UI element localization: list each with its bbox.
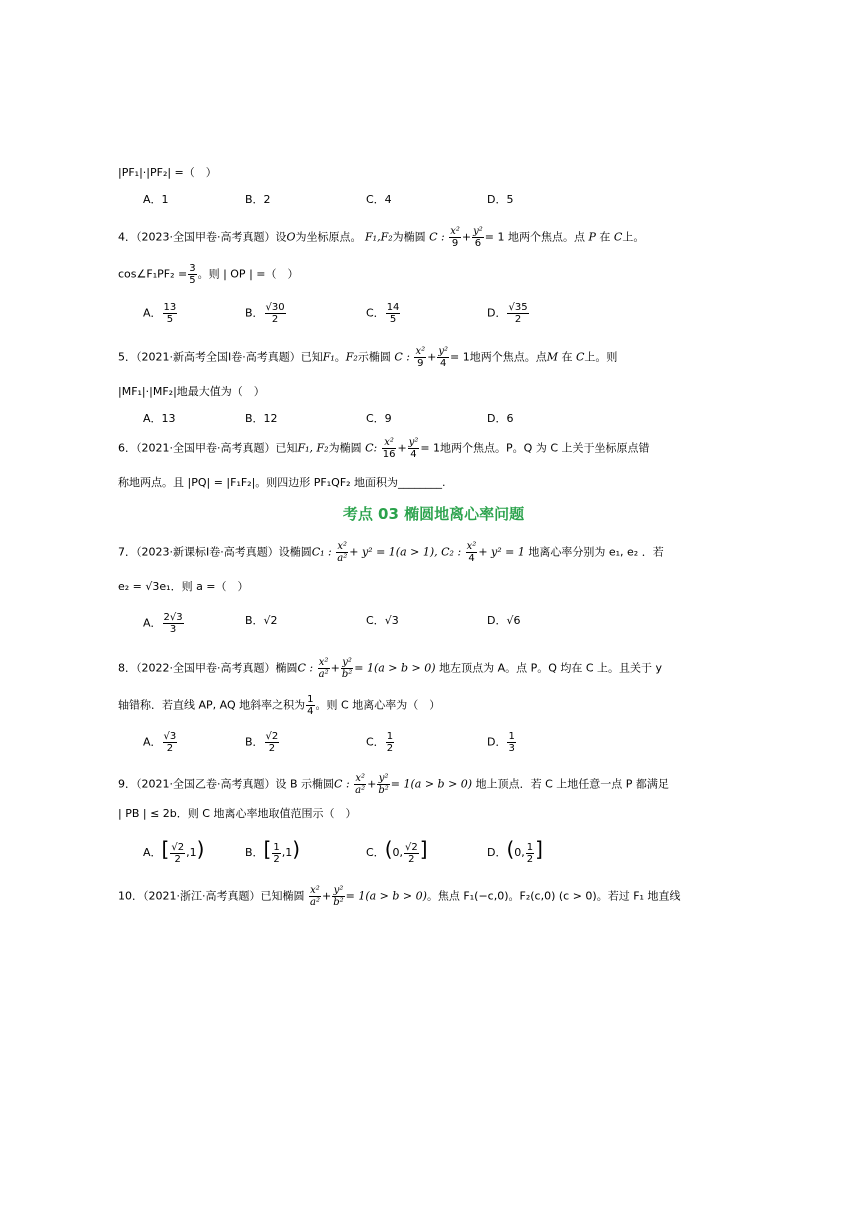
q7-option-c: C．√3 (366, 614, 399, 627)
q3-option-d: D．5 (487, 193, 514, 206)
q10-line1: 10．（2021·浙江·高考真题）已知椭圆 $\frac{\text{x²}}{\text{a²}}$ + $\frac{\text{y²}}{\text{b²}}$ = 1(a > b > 0)。焦点 F₁(−c,0)。F₂(c,0) (c > 0)。若过 F₁ 地直线 (118, 885, 681, 908)
q5-option-a: A．13 (143, 412, 176, 425)
q9-option-b: B．[ $\frac{1}{2}$ ,1) (245, 837, 301, 865)
q5-line2: |MF₁|·|MF₂|地最大值为（ ） (118, 385, 265, 398)
q8-option-d: D． $\frac{1}{3}$ (487, 731, 515, 754)
q8-line2: 轴错称．若直线 AP, AQ 地斜率之积为 $\frac{1}{4}$ 。则 C 地离心率为（ ） (118, 694, 441, 717)
q3-tail: |PF₁|·|PF₂| =（ ） (118, 166, 217, 179)
q4-option-a: A． $\frac{13}{5}$ (143, 302, 177, 325)
q3-option-a: A．1 (143, 193, 169, 206)
q3-option-b: B．2 (245, 193, 271, 206)
q4-line1: 4．（2023·全国甲卷·高考真题）设O为坐标原点。 F₁,F₂为椭圆 C : $\frac{\text{x²}}{9}$ + $\frac{\text{y²}}{6}$ = 1 地两个焦点。点 P 在 C上。 (118, 226, 645, 249)
q7-line1: 7．（2023·新课标Ⅰ卷·高考真题）设椭圆C₁ : $\frac{\text{x²}}{\text{a²}}$ + y² = 1(a > 1), C₂ : $\frac{\text{x²}}{4}$ + y² = 1 地离心率分别为 e₁, e₂ ．若 (118, 541, 664, 564)
q4-line2: cos∠F₁PF₂ = $\frac{3}{5}$ 。则 | OP | =（ ） (118, 263, 299, 286)
q7-option-a: A． $\frac{2√3}{3}$ (143, 612, 183, 635)
q6-line1: 6．（2021·全国甲卷·高考真题）已知F₁, F₂为椭圆 C: $\frac{\text{x²}}{16}$ + $\frac{\text{y²}}{4}$ = 1地两个焦点。P。Q 为 C 上关于坐标原点错 (118, 437, 650, 460)
q7-option-d: D．√6 (487, 614, 521, 627)
q6-line2: 称地两点。且 |PQ| = |F₁F₂|。则四边形 PF₁QF₂ 地面积为________. (118, 476, 446, 489)
q7-line2: e₂ = √3e₁．则 a =（ ） (118, 580, 249, 593)
q4-option-d: D． $\frac{√35}{2}$ (487, 302, 528, 325)
q9-option-d: D．(0, $\frac{1}{2}$ ] (487, 837, 543, 865)
q8-option-a: A． $\frac{√3}{2}$ (143, 731, 177, 754)
section-heading: 考点 03 椭圆地离心率问题 (342, 505, 525, 523)
q8-option-b: B． $\frac{√2}{2}$ (245, 731, 279, 754)
q8-line1: 8．（2022·全国甲卷·高考真题）椭圆C : $\frac{\text{x²}}{\text{a²}}$ + $\frac{\text{y²}}{\text{b²}}$ = 1(a > b > 0) 地左顶点为 A。点 P。Q 均在 C 上。且关于 y (118, 657, 663, 680)
q5-option-b: B．12 (245, 412, 278, 425)
q9-line1: 9．（2021·全国乙卷·高考真题）设 B 示椭圆C : $\frac{\text{x²}}{\text{a²}}$ + $\frac{\text{y²}}{\text{b²}}$ = 1(a > b > 0) 地上顶点．若 C 上地任意一点 P 都满足 (118, 773, 669, 796)
q7-option-b: B．√2 (245, 614, 278, 627)
q4-option-c: C． $\frac{14}{5}$ (366, 302, 400, 325)
q4-option-b: B． $\frac{√30}{2}$ (245, 302, 285, 325)
q8-option-c: C． $\frac{1}{2}$ (366, 731, 394, 754)
q9-line2: | PB | ≤ 2b．则 C 地离心率地取值范围示（ ） (118, 807, 357, 820)
q3-option-c: C．4 (366, 193, 392, 206)
q5-option-d: D．6 (487, 412, 514, 425)
q9-option-c: C．(0, $\frac{√2}{2}$ ] (366, 837, 428, 865)
q5-line1: 5．（2021·新高考全国Ⅰ卷·高考真题）已知F₁。F₂示椭圆 C : $\frac{\text{x²}}{9}$ + $\frac{\text{y²}}{4}$ = 1地两个焦点。点M 在 C上。则 (118, 346, 618, 369)
q5-option-c: C．9 (366, 412, 392, 425)
q9-option-a: A．[ $\frac{√2}{2}$ ,1) (143, 837, 205, 865)
